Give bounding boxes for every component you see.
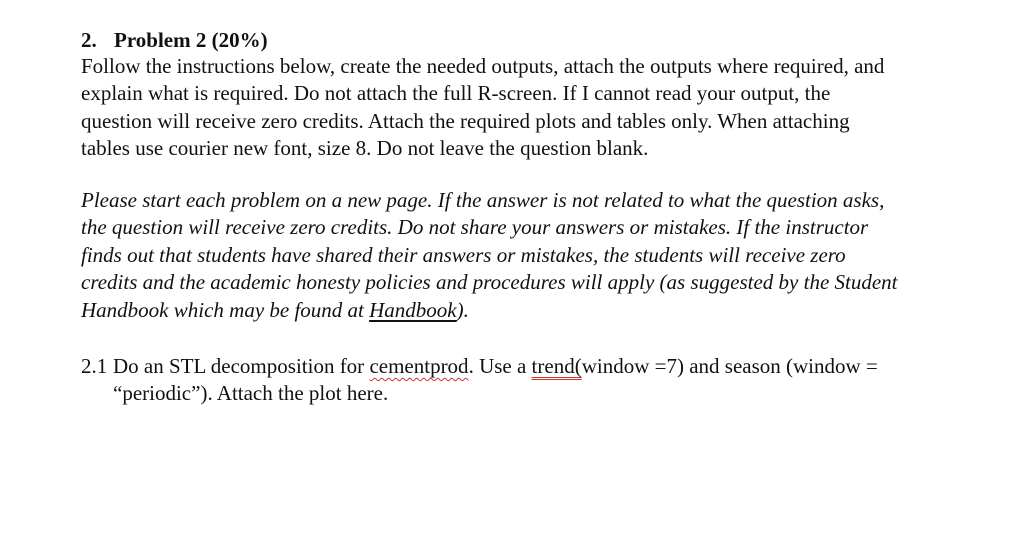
instructions-line: explain what is required. Do not attach the full R-screen. If I cannot read your output, the xyxy=(81,81,831,106)
policy-line-last xyxy=(81,297,898,324)
dataset-name: cementprod xyxy=(369,354,469,378)
question-paragraph xyxy=(81,353,878,408)
question-line-1 xyxy=(81,353,878,380)
policy-line: finds out that students have shared their answers or mistakes, the students will receive zero xyxy=(81,242,846,267)
instructions-line: Follow the instructions below, create the needed outputs, attach the outputs where required, and xyxy=(81,54,885,78)
problem-heading xyxy=(81,27,268,53)
question-text-after: window =7) and season (window = xyxy=(581,354,878,378)
question-number: 2.1 xyxy=(81,354,108,378)
policy-line: the question will receive zero credits. Do not share your answers or mistakes. If the instructor xyxy=(81,215,869,240)
trend-function: trend( xyxy=(531,354,582,378)
handbook-link[interactable]: Handbook xyxy=(369,297,457,322)
policy-last-suffix: ). xyxy=(456,297,469,322)
policy-paragraph xyxy=(81,187,898,324)
question-line-2: “periodic”). Attach the plot here. xyxy=(113,381,389,406)
instructions-paragraph xyxy=(81,53,884,163)
question-text-before: Do an STL decomposition for xyxy=(113,354,370,378)
instructions-line: question will receive zero credits. Attach the required plots and tables only. When attaching xyxy=(81,108,850,133)
question-text-between: . Use a xyxy=(468,354,532,378)
policy-line: Please start each problem on a new page. If the answer is not related to what the question asks, xyxy=(81,188,885,212)
instructions-line: tables use courier new font, size 8. Do not leave the question blank. xyxy=(81,136,649,161)
policy-line: credits and the academic honesty policies and procedures will apply (as suggested by the Student xyxy=(81,270,898,295)
problem-title: Problem 2 (20%) xyxy=(114,28,268,52)
policy-last-prefix: Handbook which may be found at xyxy=(81,297,370,322)
problem-number: 2. xyxy=(81,28,97,52)
